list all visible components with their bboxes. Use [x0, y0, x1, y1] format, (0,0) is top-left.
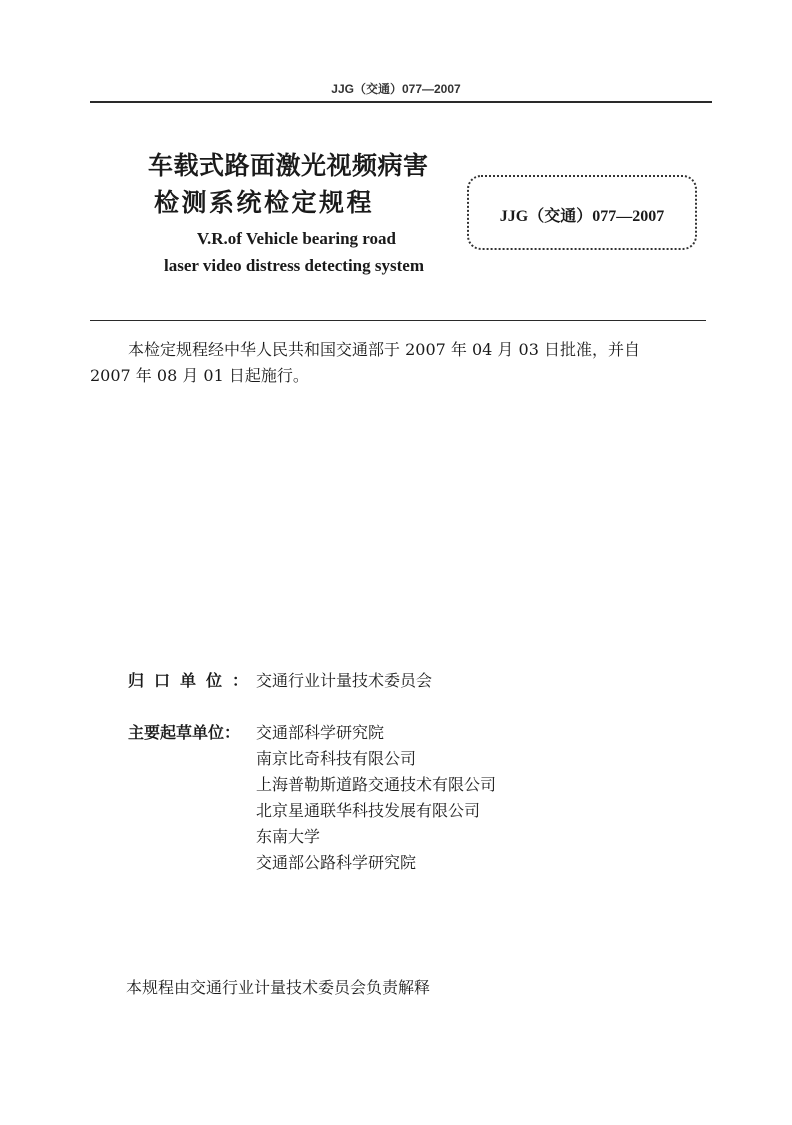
section-rule — [90, 320, 706, 321]
footer-note: 本规程由交通行业计量技术委员会负责解释 — [126, 978, 431, 997]
drafting-unit-item: 南京比奇科技有限公司 — [256, 749, 417, 768]
drafting-unit-item: 北京星通联华科技发展有限公司 — [256, 801, 481, 820]
drafting-units-label: 主要起草单位： — [128, 723, 241, 742]
header-rule — [90, 101, 712, 103]
drafting-unit-item: 东南大学 — [256, 827, 321, 846]
title-chinese-line-2: 检测系统检定规程 — [154, 188, 375, 217]
title-english-line-2: laser video distress detecting system — [163, 256, 424, 275]
admin-unit-label: 归口单位： — [128, 671, 259, 690]
approval-text-line-1: 本检定规程经中华人民共和国交通部于 2007 年 04 月 03 日批准，并自 — [128, 340, 640, 359]
code-box-text: JJG（交通）077—2007 — [499, 208, 665, 225]
title-english-line-1: V.R.of Vehicle bearing road — [196, 229, 396, 248]
drafting-unit-item: 交通部公路科学研究院 — [256, 853, 417, 872]
drafting-unit-item: 交通部科学研究院 — [256, 723, 385, 742]
admin-unit-value: 交通行业计量技术委员会 — [256, 671, 433, 690]
title-chinese-line-1: 车载式路面激光视频病害 — [148, 151, 429, 180]
approval-text-line-2: 2007 年 08 月 01 日起施行。 — [90, 366, 309, 385]
header-code: JJG（交通）077—2007 — [331, 82, 461, 96]
drafting-unit-item: 上海普勒斯道路交通技术有限公司 — [256, 775, 497, 794]
